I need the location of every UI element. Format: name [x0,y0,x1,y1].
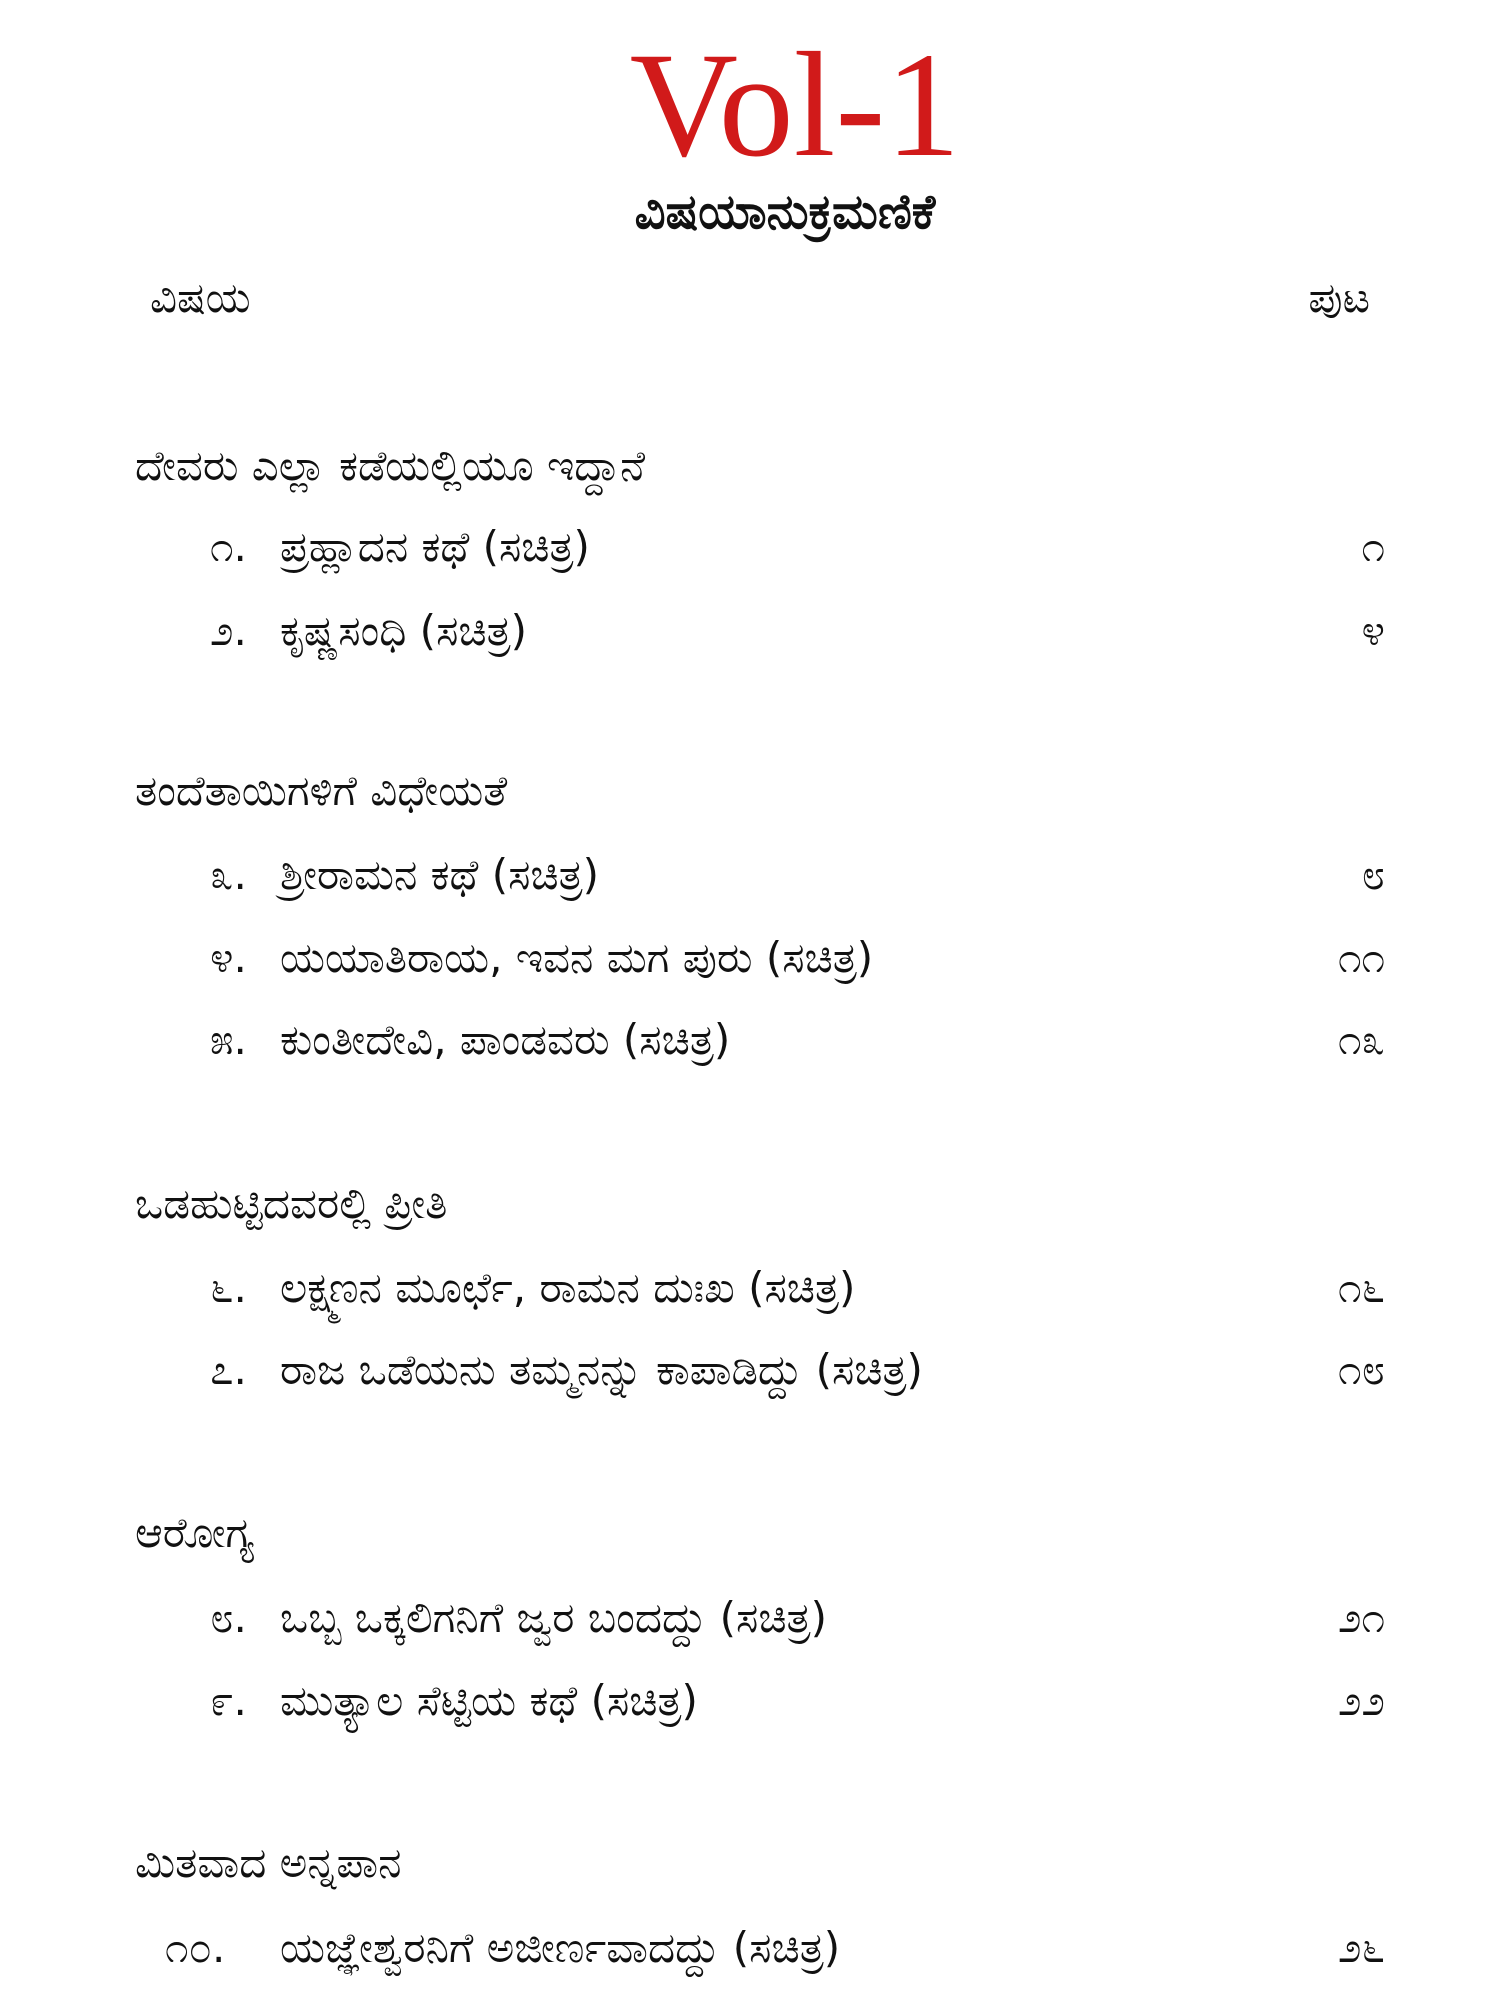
entry-page: ೧೧ [1337,933,1385,982]
toc-entry[interactable] [210,1010,1385,1070]
volume-label: Vol-1 [629,22,961,188]
entry-page: ೧೮ [1337,1345,1385,1394]
entry-title: ಯಯಾತಿರಾಯ, ಇವನ ಮಗ ಪುರು (ಸಚಿತ್ರ) [280,933,874,982]
entry-page: ೨೨ [1337,1676,1385,1725]
toc-entry[interactable] [210,601,1385,661]
entry-number: ೪. [210,933,247,982]
page-column-header: ಪುಟ [1308,273,1370,322]
toc-entry[interactable] [210,1258,1385,1318]
entry-title: ಶ್ರೀರಾಮನ ಕಥೆ (ಸಚಿತ್ರ) [280,850,600,899]
entry-number: ೬. [210,1263,247,1312]
section-heading: ಒಡಹುಟ್ಟಿದವರಲ್ಲಿ ಪ್ರೀತಿ [135,1179,448,1228]
entry-title: ಮುತ್ಯಾಲ ಸೆಟ್ಟಿಯ ಕಥೆ (ಸಚಿತ್ರ) [280,1676,698,1725]
toc-entry[interactable] [210,845,1385,905]
entry-title: ಲಕ್ಷ್ಮಣನ ಮೂರ್ಛೆ, ರಾಮನ ದುಃಖ (ಸಚಿತ್ರ) [280,1263,856,1312]
toc-entry[interactable] [210,928,1385,988]
entry-page: ೮ [1361,850,1385,899]
entry-title: ಕೃಷ್ಣಸಂಧಿ (ಸಚಿತ್ರ) [280,606,528,655]
section-heading: ಮಿತವಾದ ಅನ್ನಪಾನ [135,1838,402,1887]
section-heading: ದೇವರು ಎಲ್ಲಾ ಕಡೆಯಲ್ಲಿಯೂ ಇದ್ದಾನೆ [135,441,646,490]
entry-number: ೧. [210,522,247,571]
section-heading: ಆರೋಗ್ಯ [135,1508,255,1557]
entry-page: ೧ [1361,522,1385,571]
entry-number: ೫. [210,1015,247,1064]
entry-number: ೯. [210,1676,247,1725]
entry-title: ಕುಂತೀದೇವಿ, ಪಾಂಡವರು (ಸಚಿತ್ರ) [280,1015,731,1064]
entry-page: ೧೬ [1337,1263,1385,1312]
entry-number: ೧೦. [165,1923,226,1972]
entry-number: ೩. [210,850,247,899]
page-title: ವಿಷಯಾನುಕ್ರಮಣಿಕೆ [634,184,936,240]
toc-entry[interactable] [210,1588,1385,1648]
entry-page: ೪ [1361,606,1385,655]
section-heading: ತಂದೆತಾಯಿಗಳಿಗೆ ವಿಧೇಯತೆ [135,766,508,815]
subject-column-header: ವಿಷಯ [150,273,251,322]
entry-title: ಯಜ್ಞೇಶ್ವರನಿಗೆ ಅಜೀರ್ಣವಾದದ್ದು (ಸಚಿತ್ರ) [280,1923,841,1972]
entry-title: ಪ್ರಹ್ಲಾದನ ಕಥೆ (ಸಚಿತ್ರ) [280,522,590,571]
entry-page: ೨೬ [1337,1923,1385,1972]
toc-entry[interactable] [210,517,1385,577]
entry-page: ೨೧ [1337,1593,1385,1642]
entry-number: ೭. [210,1345,247,1394]
entry-title: ರಾಜ ಒಡೆಯನು ತಮ್ಮನನ್ನು ಕಾಪಾಡಿದ್ದು (ಸಚಿತ್ರ) [280,1345,923,1394]
entry-page: ೧೩ [1337,1015,1385,1064]
entry-number: ೮. [210,1593,247,1642]
entry-number: ೨. [210,606,247,655]
toc-entry[interactable] [210,1671,1385,1731]
entry-title: ಒಬ್ಬ ಒಕ್ಕಲಿಗನಿಗೆ ಜ್ವರ ಬಂದದ್ದು (ಸಚಿತ್ರ) [280,1593,827,1642]
toc-entry[interactable] [165,1918,1385,1978]
toc-entry[interactable] [210,1340,1385,1400]
